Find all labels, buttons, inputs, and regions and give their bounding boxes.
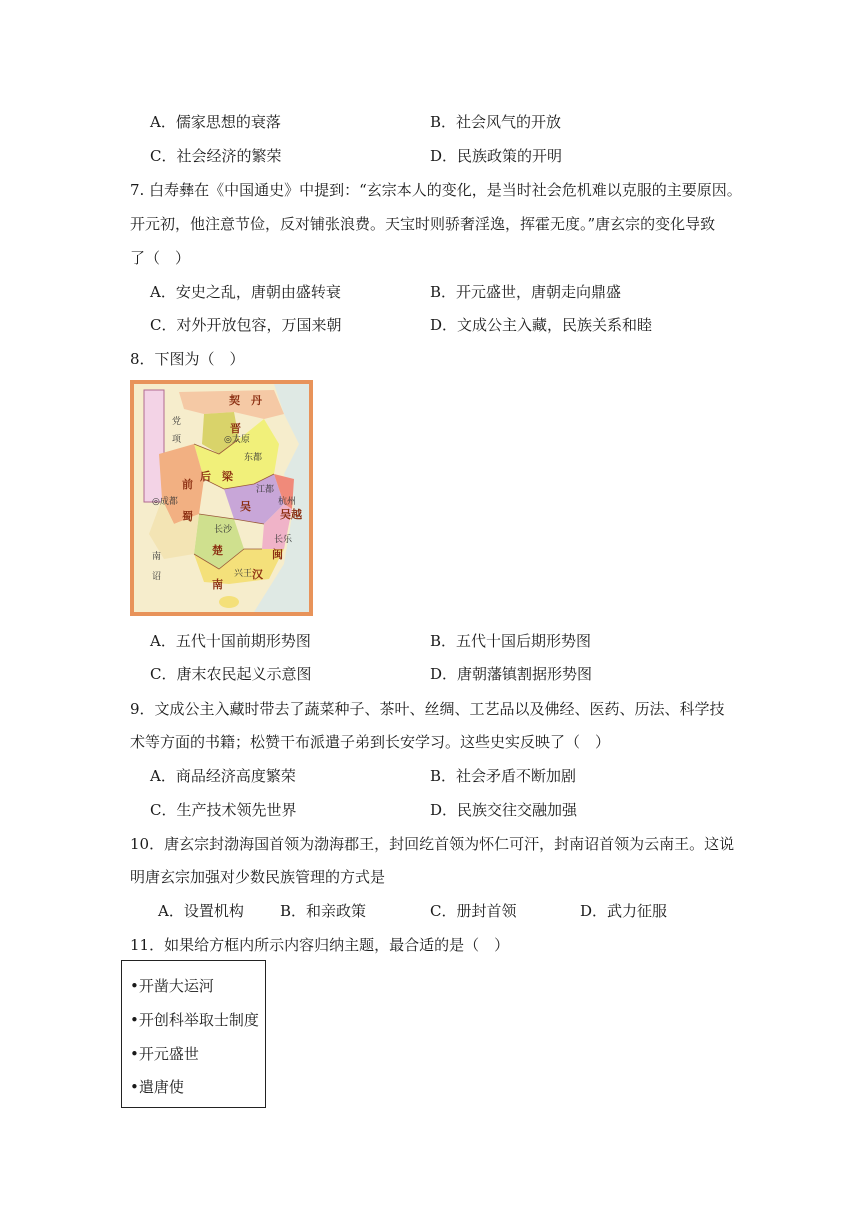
map-label-min: 闽	[272, 548, 283, 561]
q10-option-c[interactable]: C．册封首领	[430, 902, 517, 920]
map-label-liang: 后 梁	[200, 470, 233, 483]
q9-option-d[interactable]: D．民族交往交融加强	[430, 801, 578, 819]
map-label-khitan: 契 丹	[229, 394, 262, 407]
q11-box-item: •遣唐使	[130, 1078, 184, 1096]
q9-stem-line-2: 术等方面的书籍；松赞干布派遣子弟到长安学习。这些史实反映了（ ）	[130, 733, 611, 751]
map-label-xiang: 项	[172, 435, 182, 445]
q10-option-d[interactable]: D．武力征服	[580, 902, 668, 920]
q9-option-a[interactable]: A．商品经济高度繁荣	[150, 767, 296, 785]
q6-option-d[interactable]: D．民族政策的开明	[430, 147, 563, 165]
map-label-chengdu: ◎成都	[152, 497, 178, 507]
q9-option-c[interactable]: C．生产技术领先世界	[150, 801, 297, 819]
q11-box-item: •开创科举取士制度	[130, 1011, 259, 1029]
map-label-taiyuan: ◎太原	[224, 435, 250, 445]
q6-option-a[interactable]: A．儒家思想的衰落	[150, 113, 281, 131]
map-label-changsha: 长沙	[214, 525, 233, 535]
map-label-changle: 长乐	[274, 535, 293, 545]
map-label-wu: 吴	[240, 500, 251, 513]
map-label-qian: 前	[182, 478, 193, 491]
map-label-dangxiang: 党	[172, 417, 182, 427]
q9-stem-line-1: 9．文成公主入藏时带去了蔬菜种子、茶叶、丝绸、工艺品以及佛经、医药、历法、科学技	[130, 700, 725, 718]
q9-option-b[interactable]: B．社会矛盾不断加剧	[430, 767, 577, 785]
map-label-nan: 南	[212, 578, 223, 591]
map-label-jiangdu: 江都	[256, 485, 275, 495]
q7-option-a[interactable]: A．安史之乱，唐朝由盛转衰	[150, 283, 341, 301]
map-label-jin: 晋	[230, 422, 241, 435]
map-label-hangzhou: 杭州	[278, 497, 297, 507]
map-label-zhao: 诏	[152, 572, 162, 582]
q7-stem-line-3: 了（ ）	[130, 249, 191, 267]
five-dynasties-map	[130, 380, 313, 616]
map-label-xinghua: 兴王	[234, 569, 253, 579]
q8-option-d[interactable]: D．唐朝藩镇割据形势图	[430, 665, 593, 683]
q8-option-b[interactable]: B．五代十国后期形势图	[430, 632, 592, 650]
map-label-wuyue: 吴越	[280, 508, 302, 521]
map-label-han: 汉	[252, 568, 263, 581]
q10-option-b[interactable]: B．和亲政策	[280, 902, 367, 920]
q10-option-a[interactable]: A．设置机构	[158, 902, 244, 920]
map-label-shu: 蜀	[182, 510, 193, 523]
map-canvas	[134, 384, 309, 612]
q10-stem-line-2: 明唐玄宗加强对少数民族管理的方式是	[130, 868, 386, 886]
q8-stem: 8．下图为（ ）	[130, 350, 245, 368]
q6-option-c[interactable]: C．社会经济的繁荣	[150, 147, 282, 165]
map-label-chu: 楚	[212, 544, 223, 557]
q10-stem-line-1: 10．唐玄宗封渤海国首领为渤海郡王，封回纥首领为怀仁可汗，封南诏首领为云南王。这说	[130, 835, 735, 853]
q11-stem: 11．如果给方框内所示内容归纳主题，最合适的是（ ）	[130, 936, 510, 954]
q7-stem-line-2: 开元初，他注意节俭，反对铺张浪费。天宝时则骄奢淫逸，挥霍无度。”唐玄宗的变化导致	[130, 215, 716, 233]
q11-box-item: •开元盛世	[130, 1045, 199, 1063]
q8-option-a[interactable]: A．五代十国前期形势图	[150, 632, 311, 650]
q7-option-d[interactable]: D．文成公主入藏，民族关系和睦	[430, 316, 653, 334]
q7-stem-line-1: 7. 白寿彝在《中国通史》中提到：“玄宗本人的变化，是当时社会危机难以克服的主要原因。	[130, 181, 742, 199]
q8-option-c[interactable]: C．唐末农民起义示意图	[150, 665, 312, 683]
q11-content-box	[121, 960, 266, 1108]
map-label-nanzhao: 南	[152, 552, 162, 562]
q7-option-c[interactable]: C．对外开放包容，万国来朝	[150, 316, 342, 334]
q7-option-b[interactable]: B．开元盛世，唐朝走向鼎盛	[430, 283, 622, 301]
q11-box-item: •开凿大运河	[130, 977, 214, 995]
q6-option-b[interactable]: B．社会风气的开放	[430, 113, 562, 131]
map-label-dongdu: 东都	[244, 453, 263, 463]
